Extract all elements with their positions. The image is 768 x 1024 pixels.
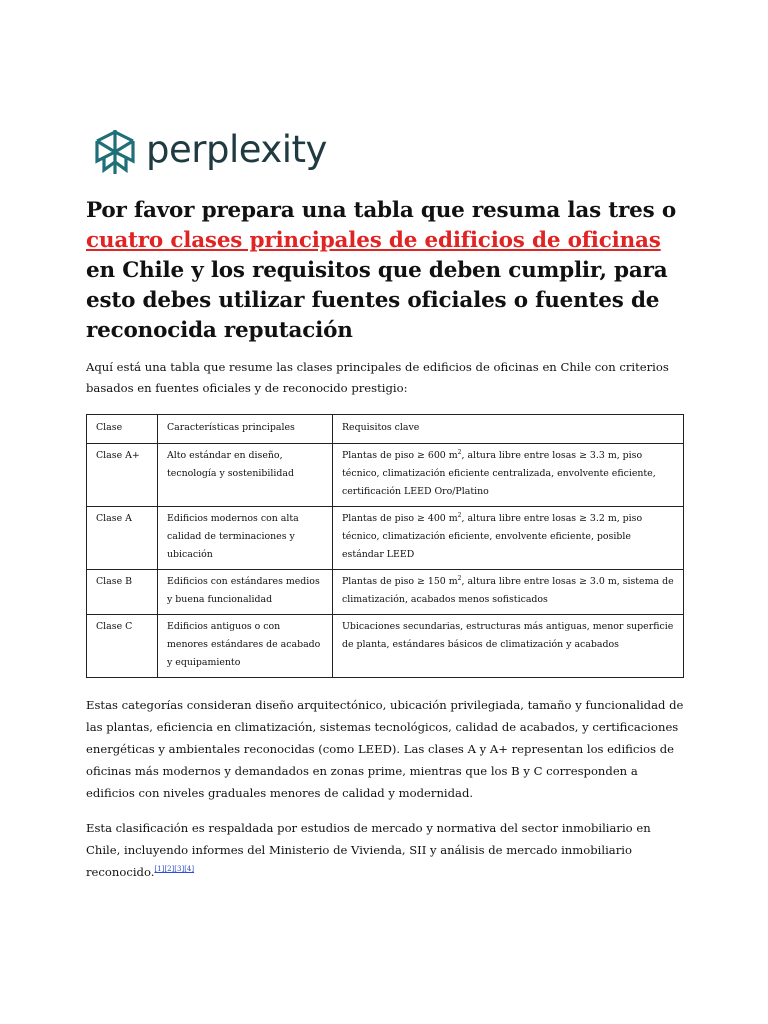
- cell-clase: Clase B: [87, 570, 158, 615]
- req-text: Plantas de piso ≥ 600 m: [342, 450, 458, 461]
- perplexity-logo: [94, 128, 327, 176]
- req-superscript: 2: [457, 448, 462, 456]
- intro-text: Aquí está una tabla que resume las clases principales de edificios de oficinas en Chile con criterios basados en fuentes oficiales y de reconocido prestigio:: [86, 360, 669, 395]
- cell-requisitos: [333, 507, 684, 570]
- brand-name: perplexity: [146, 127, 327, 171]
- title-highlight: cuatro clases principales de edificios de oficinas: [86, 228, 661, 253]
- perplexity-logo-icon: [94, 128, 136, 176]
- req-text-rest: , altura libre entre losas ≥ 3.2 m, piso técnico, climatización eficiente, envolvente eficiente, posible estándar LEED: [342, 513, 643, 560]
- sources-paragraph: [86, 817, 686, 883]
- cell-caracteristicas: Edificios con estándares medios y buena funcionalidad: [158, 570, 333, 615]
- cell-requisitos: [333, 570, 684, 615]
- header-requisitos: Requisitos clave: [333, 415, 684, 444]
- summary-paragraph: Estas categorías consideran diseño arquitectónico, ubicación privilegiada, tamaño y funcionalidad de las plantas, eficiencia en climatización, sistemas tecnológicos, calidad de acabados, y certificaciones energéticas y ambientales reconocidas (como LEED). Las clases A y A+ representan los edificios de oficinas más modernos y demandados en zonas prime, mientras que los B y C corresponden a edificios con niveles graduales menores de calidad y modernidad.: [86, 698, 684, 800]
- cell-requisitos: [333, 615, 684, 678]
- table-row: [87, 615, 684, 678]
- req-text-rest: , altura libre entre losas ≥ 3.3 m, piso técnico, climatización eficiente centralizada, envolvente eficiente, certificación LEED Oro/Platino: [342, 450, 656, 497]
- title-after: en Chile y los requisitos que deben cumplir, para esto debes utilizar fuentes oficiales o fuentes de reconocida reputación: [86, 258, 668, 343]
- table-row: [87, 444, 684, 507]
- office-classes-table: [86, 414, 684, 678]
- reference-link-1[interactable]: [1]: [154, 865, 165, 874]
- header-clase: Clase: [87, 415, 158, 444]
- req-text: Ubicaciones secundarias, estructuras más antiguas, menor superficie de planta, estándares básicos de climatización y acabados: [342, 621, 674, 650]
- req-text-rest: , altura libre entre losas ≥ 3.0 m, sistema de climatización, acabados menos sofisticados: [342, 576, 674, 605]
- title-before: Por favor prepara una tabla que resuma las tres o: [86, 198, 676, 223]
- cell-caracteristicas: Edificios antiguos o con menores estándares de acabado y equipamiento: [158, 615, 333, 678]
- req-superscript: 2: [457, 574, 462, 582]
- req-text: Plantas de piso ≥ 400 m: [342, 513, 458, 524]
- cell-caracteristicas: Alto estándar en diseño, tecnología y sostenibilidad: [158, 444, 333, 507]
- sources-text: Esta clasificación es respaldada por estudios de mercado y normativa del sector inmobiliario en Chile, incluyendo informes del Ministerio de Vivienda, SII y análisis de mercado inmobiliario reconocido.: [86, 821, 651, 879]
- cell-clase: Clase A+: [87, 444, 158, 507]
- page-title: [86, 196, 686, 346]
- req-text: Plantas de piso ≥ 150 m: [342, 576, 458, 587]
- cell-caracteristicas: Edificios modernos con alta calidad de terminaciones y ubicación: [158, 507, 333, 570]
- cell-requisitos: [333, 444, 684, 507]
- table-header-row: [87, 415, 684, 444]
- header-caracteristicas: Características principales: [158, 415, 333, 444]
- req-superscript: 2: [457, 511, 462, 519]
- cell-clase: Clase A: [87, 507, 158, 570]
- reference-link-2[interactable]: [2]: [164, 865, 175, 874]
- cell-clase: Clase C: [87, 615, 158, 678]
- table-row: [87, 507, 684, 570]
- reference-link-4[interactable]: [4]: [184, 865, 195, 874]
- table-row: [87, 570, 684, 615]
- reference-link-3[interactable]: [3]: [174, 865, 185, 874]
